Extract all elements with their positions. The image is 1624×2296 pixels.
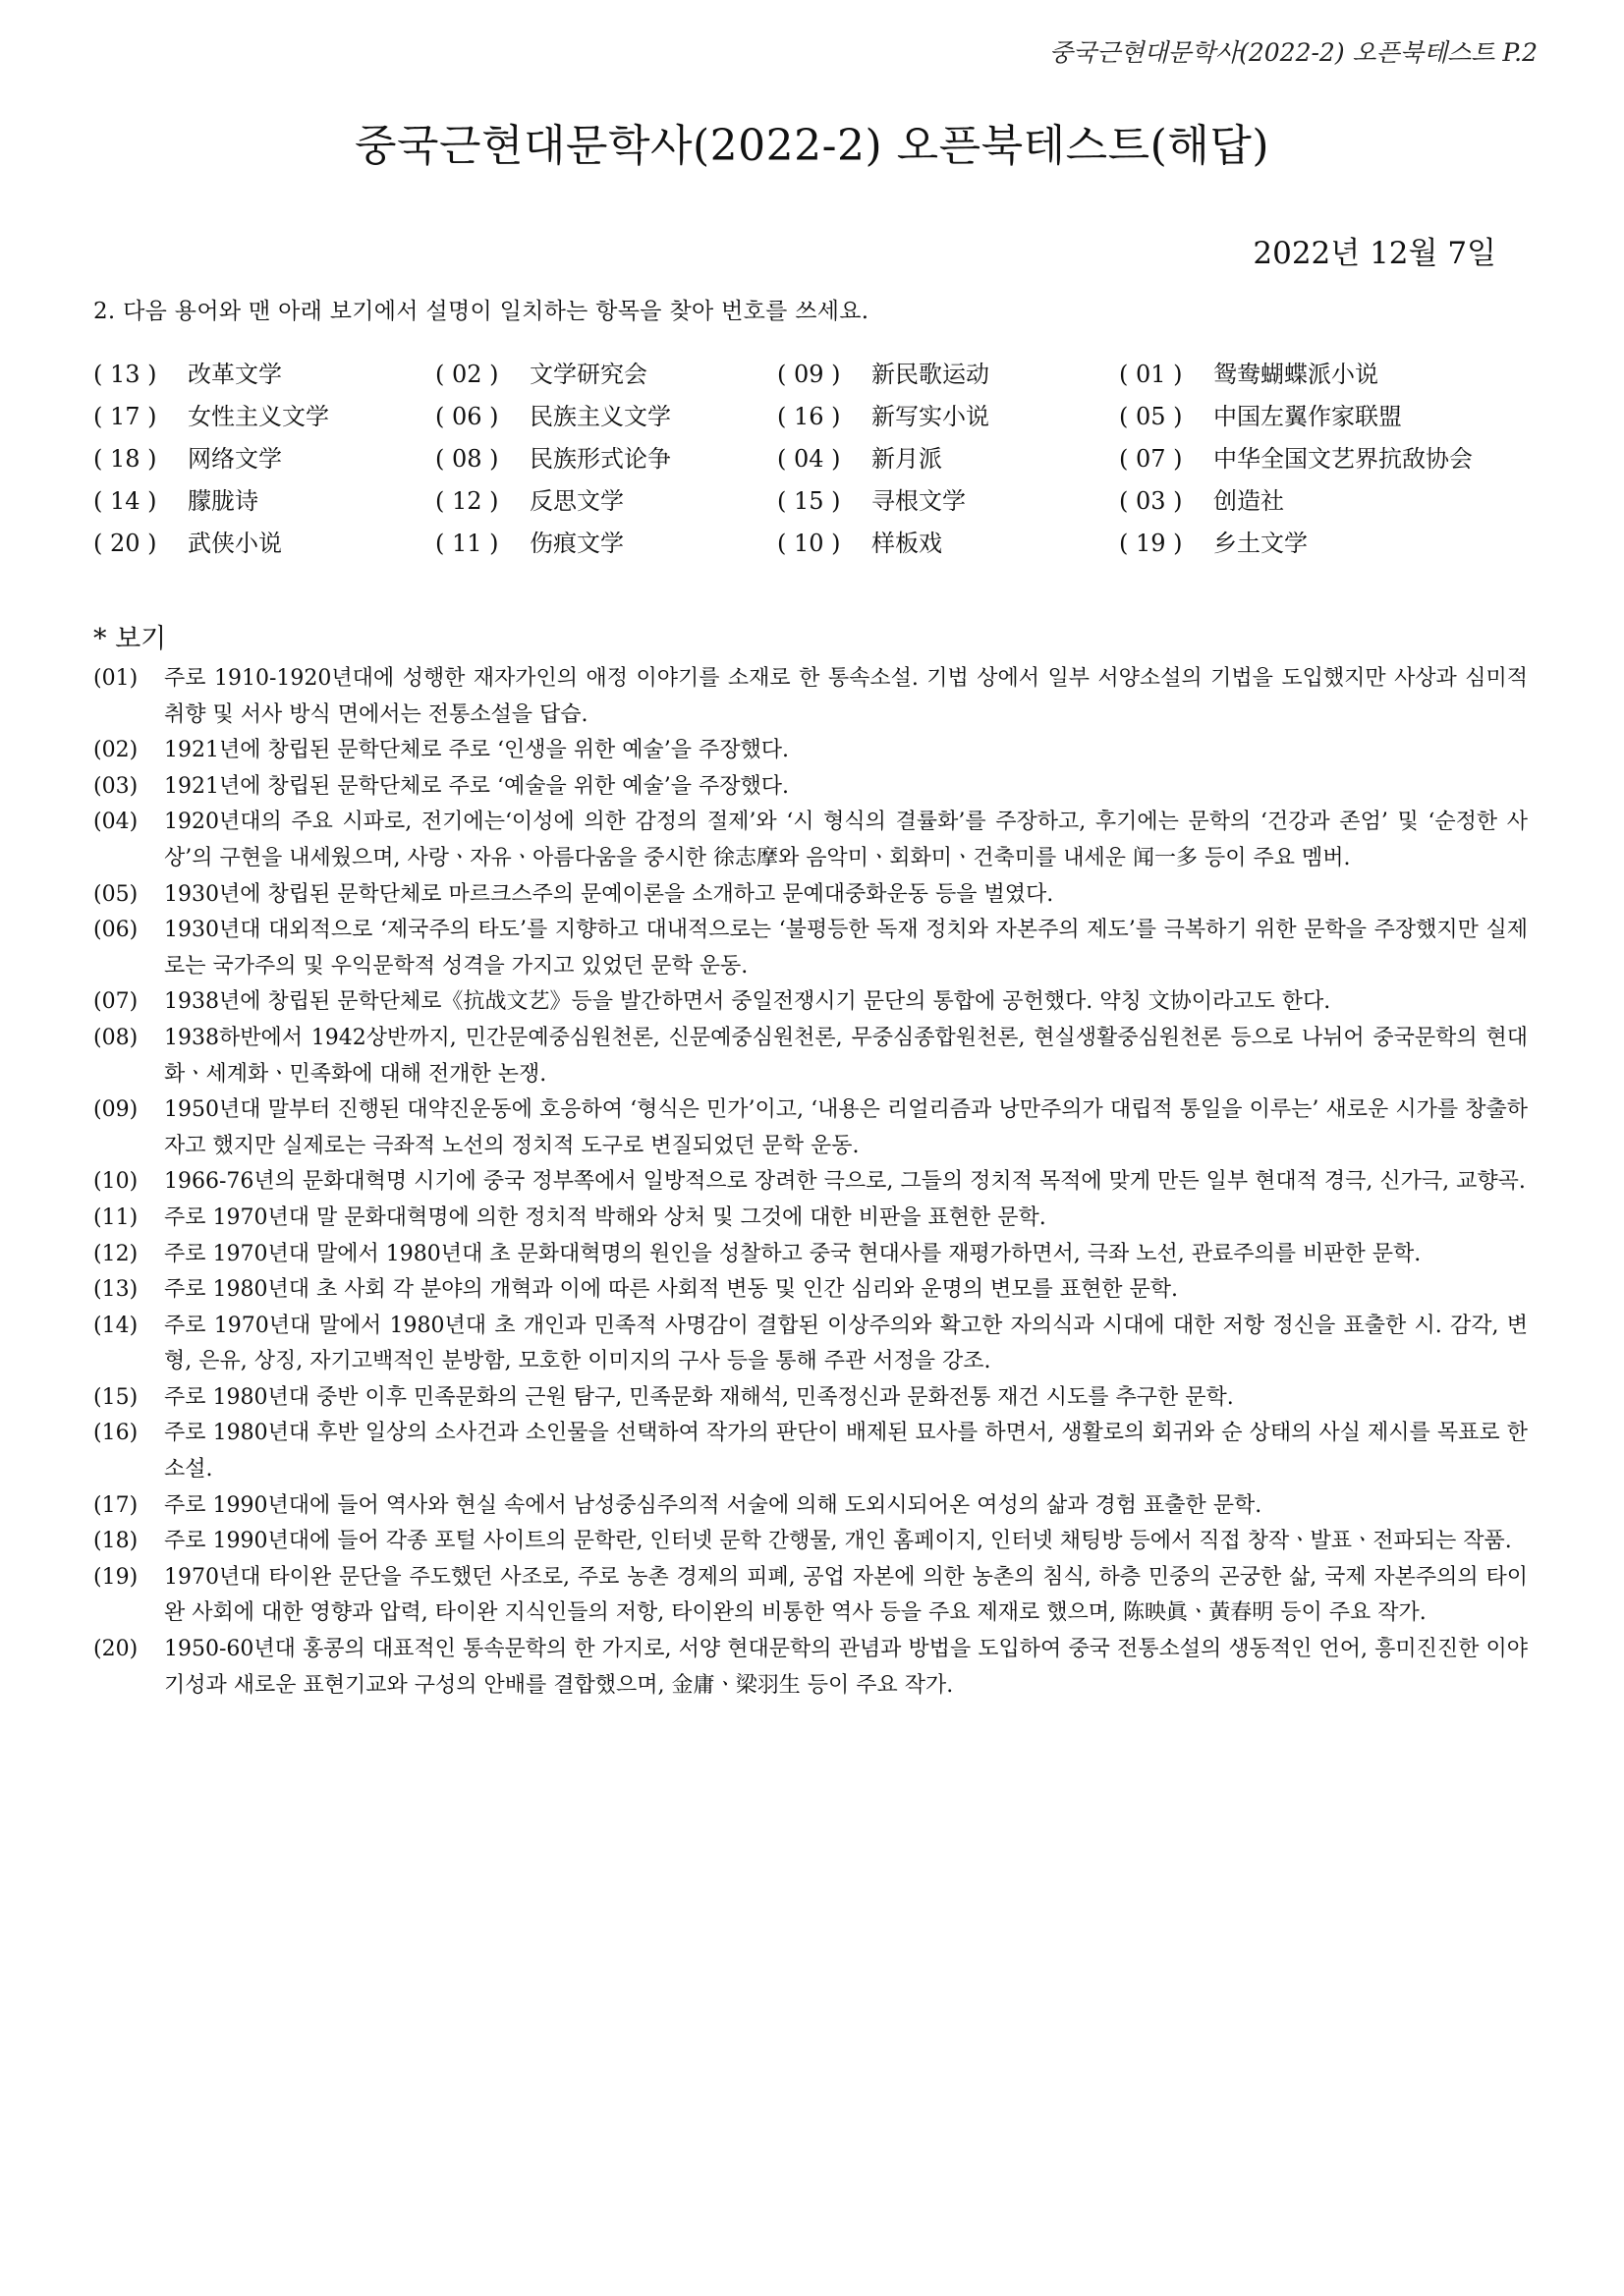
answer-number: ( 18 )	[93, 445, 157, 473]
example-number: (19)	[93, 1564, 139, 1590]
example-text: 1921년에 창립된 문학단체로 주로 ‘인생을 위한 예술’을 주장했다.	[164, 738, 789, 763]
answer-item	[1119, 527, 1538, 561]
answer-number: ( 07 )	[1119, 445, 1183, 473]
example-number: (20)	[93, 1637, 139, 1662]
answer-number: ( 05 )	[1119, 403, 1183, 430]
example-item	[93, 769, 1528, 806]
document-title: 중국근현대문학사(2022-2) 오픈북테스트(해답)	[354, 121, 1270, 171]
answer-item	[777, 442, 1119, 476]
example-text: 주로 1980년대 초 사회 각 분야의 개혁과 이에 따른 사회적 변동 및 인간 심리와 운명의 변모를 표현한 문학.	[164, 1277, 1178, 1303]
example-item	[93, 1309, 1528, 1380]
example-number: (18)	[93, 1529, 139, 1554]
answer-term: 伤痕文学	[530, 530, 624, 557]
answer-term: 中国左翼作家联盟	[1213, 403, 1402, 430]
answer-number: ( 20 )	[93, 530, 157, 557]
answer-number: ( 06 )	[435, 403, 499, 430]
answer-item	[435, 484, 777, 519]
example-text: 1938하반에서 1942상반까지, 민간문예중심원천론, 신문예중심원천론, 무중심종합원천론, 현실생활중심원천론 등으로 나뉘어 중국문학의 현대화ㆍ세계화ㆍ민족화에 대해 전개한 논쟁.	[164, 1025, 1528, 1087]
answer-term: 乡土文学	[1213, 530, 1308, 557]
answer-term: 改革文学	[188, 361, 282, 388]
example-text: 1950-60년대 홍콩의 대표적인 통속문학의 한 가지로, 서양 현대문학의 관념과 방법을 도입하여 중국 전통소설의 생동적인 언어, 흥미진진한 이야기성과 새로운 표현기교와 구성의 안배를 결합했으며, 金庸ㆍ梁羽生 등이 주요 작가.	[164, 1637, 1528, 1698]
examples-list	[93, 661, 1528, 1704]
answer-term: 民族主义文学	[530, 403, 671, 430]
example-number: (17)	[93, 1492, 139, 1518]
example-item	[93, 877, 1528, 914]
answer-term: 中华全国文艺界抗敌协会	[1213, 445, 1473, 473]
answer-number: ( 17 )	[93, 403, 157, 430]
answer-item	[93, 527, 435, 561]
example-item	[93, 1272, 1528, 1309]
example-item	[93, 984, 1528, 1021]
answer-term: 网络文学	[188, 445, 282, 473]
example-item	[93, 805, 1528, 876]
answer-item	[777, 527, 1119, 561]
example-text: 1930년에 창립된 문학단체로 마르크스주의 문예이론을 소개하고 문예대중화운동 등을 벌였다.	[164, 881, 1054, 907]
example-number: (16)	[93, 1421, 139, 1446]
example-item	[93, 1380, 1528, 1417]
answer-item	[1119, 442, 1538, 476]
example-item	[93, 1092, 1528, 1164]
answer-number: ( 19 )	[1119, 530, 1183, 557]
example-number: (15)	[93, 1384, 139, 1410]
answer-number: ( 02 )	[435, 361, 499, 388]
answer-number: ( 01 )	[1119, 361, 1183, 388]
answer-term: 朦胧诗	[188, 487, 258, 515]
answer-number: ( 04 )	[777, 445, 841, 473]
example-number: (03)	[93, 773, 139, 799]
answer-term: 文学研究会	[530, 361, 647, 388]
answer-number: ( 14 )	[93, 487, 157, 515]
example-number: (12)	[93, 1241, 139, 1266]
answer-item	[777, 400, 1119, 434]
example-text: 주로 1990년대에 들어 각종 포털 사이트의 문학란, 인터넷 문학 간행물, 개인 홈페이지, 인터넷 채팅방 등에서 직접 창작ㆍ발표ㆍ전파되는 작품.	[164, 1529, 1512, 1554]
answer-item	[435, 358, 777, 392]
example-item	[93, 733, 1528, 769]
example-item	[93, 1201, 1528, 1237]
answer-term: 民族形式论争	[530, 445, 671, 473]
answer-item	[1119, 400, 1538, 434]
example-number: (06)	[93, 918, 139, 943]
example-text: 주로 1980년대 중반 이후 민족문화의 근원 탐구, 민족문화 재해석, 민족정신과 문화전통 재건 시도를 추구한 문학.	[164, 1384, 1234, 1410]
answer-number: ( 08 )	[435, 445, 499, 473]
example-text: 주로 1970년대 말 문화대혁명에 의한 정치적 박해와 상처 및 그것에 대한 비판을 표현한 문학.	[164, 1204, 1046, 1230]
answer-number: ( 12 )	[435, 487, 499, 515]
example-item	[93, 1632, 1528, 1704]
answer-item	[435, 400, 777, 434]
example-number: (13)	[93, 1277, 139, 1303]
example-number: (01)	[93, 666, 139, 691]
example-text: 주로 1910-1920년대에 성행한 재자가인의 애정 이야기를 소재로 한 통속소설. 기법 상에서 일부 서양소설의 기법을 도입했지만 사상과 심미적 취향 및 서사 방식 면에서는 전통소설을 답습.	[164, 666, 1528, 727]
example-number: (08)	[93, 1025, 139, 1050]
example-item	[93, 1021, 1528, 1092]
answer-item	[93, 400, 435, 434]
example-number: (10)	[93, 1169, 139, 1195]
example-text: 1966-76년의 문화대혁명 시기에 중국 정부쪽에서 일방적으로 장려한 극으로, 그들의 정치적 목적에 맞게 만든 일부 현대적 경극, 신가극, 교향곡.	[164, 1169, 1526, 1195]
answer-item	[777, 484, 1119, 519]
example-text: 1930년대 대외적으로 ‘제국주의 타도’를 지향하고 대내적으로는 ‘불평등한 독재 정치와 자본주의 제도’를 극복하기 위한 문학을 주장했지만 실제로는 국가주의 및 우익문학적 성격을 가지고 있었던 문학 운동.	[164, 918, 1528, 979]
answer-item	[93, 442, 435, 476]
example-number: (14)	[93, 1313, 139, 1338]
example-number: (02)	[93, 738, 139, 763]
example-item	[93, 1416, 1528, 1487]
answer-number: ( 09 )	[777, 361, 841, 388]
example-number: (09)	[93, 1097, 139, 1123]
example-item	[93, 1488, 1528, 1525]
answer-item	[1119, 358, 1538, 392]
example-item	[93, 1164, 1528, 1201]
answer-number: ( 13 )	[93, 361, 157, 388]
answer-term: 鸳鸯蝴蝶派小说	[1213, 361, 1378, 388]
answer-term: 样板戏	[871, 530, 942, 557]
answer-item	[435, 527, 777, 561]
example-number: (07)	[93, 989, 139, 1015]
example-text: 1920년대의 주요 시파로, 전기에는‘이성에 의한 감정의 절제’와 ‘시 형식의 결률화’를 주장하고, 후기에는 문학의 ‘건강과 존엄’ 및 ‘순정한 사상’의 구현을 내세웠으며, 사랑ㆍ자유ㆍ아름다움을 중시한 徐志摩와 음악미ㆍ회화미ㆍ건축미를 내세운 闻一多 등이 주요 멤버.	[164, 810, 1528, 870]
running-header: 중국근현대문학사(2022-2) 오픈북테스트 P.2	[1048, 38, 1538, 67]
answer-term: 寻根文学	[871, 487, 966, 515]
answer-term: 新月派	[871, 445, 942, 473]
question-prompt: 2. 다음 용어와 맨 아래 보기에서 설명이 일치하는 항목을 찾아 번호를 쓰세요.	[93, 299, 869, 324]
examples-heading: * 보기	[93, 624, 167, 654]
answer-number: ( 15 )	[777, 487, 841, 515]
answer-item	[93, 484, 435, 519]
answer-term: 女性主义文学	[188, 403, 329, 430]
example-text: 주로 1990년대에 들어 역사와 현실 속에서 남성중심주의적 서술에 의해 도외시되어온 여성의 삶과 경험 표출한 문학.	[164, 1492, 1262, 1518]
answer-term: 新写实小说	[871, 403, 989, 430]
example-item	[93, 661, 1528, 733]
example-text: 1938년에 창립된 문학단체로《抗战文艺》등을 발간하면서 중일전쟁시기 문단의 통합에 공헌했다. 약칭 文协이라고도 한다.	[164, 989, 1331, 1015]
example-text: 주로 1970년대 말에서 1980년대 초 문화대혁명의 원인을 성찰하고 중국 현대사를 재평가하면서, 극좌 노선, 관료주의를 비판한 문학.	[164, 1241, 1422, 1266]
answer-term: 创造社	[1213, 487, 1284, 515]
example-item	[93, 1237, 1528, 1273]
answer-item	[93, 358, 435, 392]
answer-item	[1119, 484, 1538, 519]
answer-item	[435, 442, 777, 476]
answer-number: ( 11 )	[435, 530, 499, 557]
example-text: 주로 1980년대 후반 일상의 소사건과 소인물을 선택하여 작가의 판단이 배제된 묘사를 하면서, 생활로의 회귀와 순 상태의 사실 제시를 목표로 한 소설.	[164, 1421, 1528, 1483]
example-number: (04)	[93, 810, 139, 835]
answer-item	[777, 358, 1119, 392]
example-text: 1921년에 창립된 문학단체로 주로 ‘예술을 위한 예술’을 주장했다.	[164, 773, 789, 799]
answer-term: 武侠小说	[188, 530, 282, 557]
exam-date: 2022년 12월 7일	[1253, 236, 1496, 271]
example-item	[93, 1524, 1528, 1560]
example-number: (05)	[93, 881, 139, 907]
example-item	[93, 913, 1528, 984]
example-item	[93, 1560, 1528, 1632]
answer-number: ( 16 )	[777, 403, 841, 430]
example-text: 1970년대 타이완 문단을 주도했던 사조로, 주로 농촌 경제의 피폐, 공업 자본에 의한 농촌의 침식, 하층 민중의 곤궁한 삶, 국제 자본주의의 타이완 사회에 대한 영향과 압력, 타이완 지식인들의 저항, 타이완의 비통한 역사 등을 주요 제재로 했으며, 陈映眞ㆍ黃春明 등이 주요 작가.	[164, 1564, 1528, 1626]
answer-term: 新民歌运动	[871, 361, 989, 388]
answer-term: 反思文学	[530, 487, 624, 515]
answer-grid	[93, 358, 1538, 561]
example-number: (11)	[93, 1204, 139, 1230]
answer-number: ( 10 )	[777, 530, 841, 557]
answer-number: ( 03 )	[1119, 487, 1183, 515]
example-text: 주로 1970년대 말에서 1980년대 초 개인과 민족적 사명감이 결합된 이상주의와 확고한 자의식과 시대에 대한 저항 정신을 표출한 시. 감각, 변형, 은유, 상징, 자기고백적인 분방함, 모호한 이미지의 구사 등을 통해 주관 서정을 강조.	[164, 1313, 1528, 1374]
example-text: 1950년대 말부터 진행된 대약진운동에 호응하여 ‘형식은 민가’이고, ‘내용은 리얼리즘과 낭만주의가 대립적 통일을 이루는’ 새로운 시가를 창출하자고 했지만 실제로는 극좌적 노선의 정치적 도구로 변질되었던 문학 운동.	[164, 1097, 1528, 1158]
